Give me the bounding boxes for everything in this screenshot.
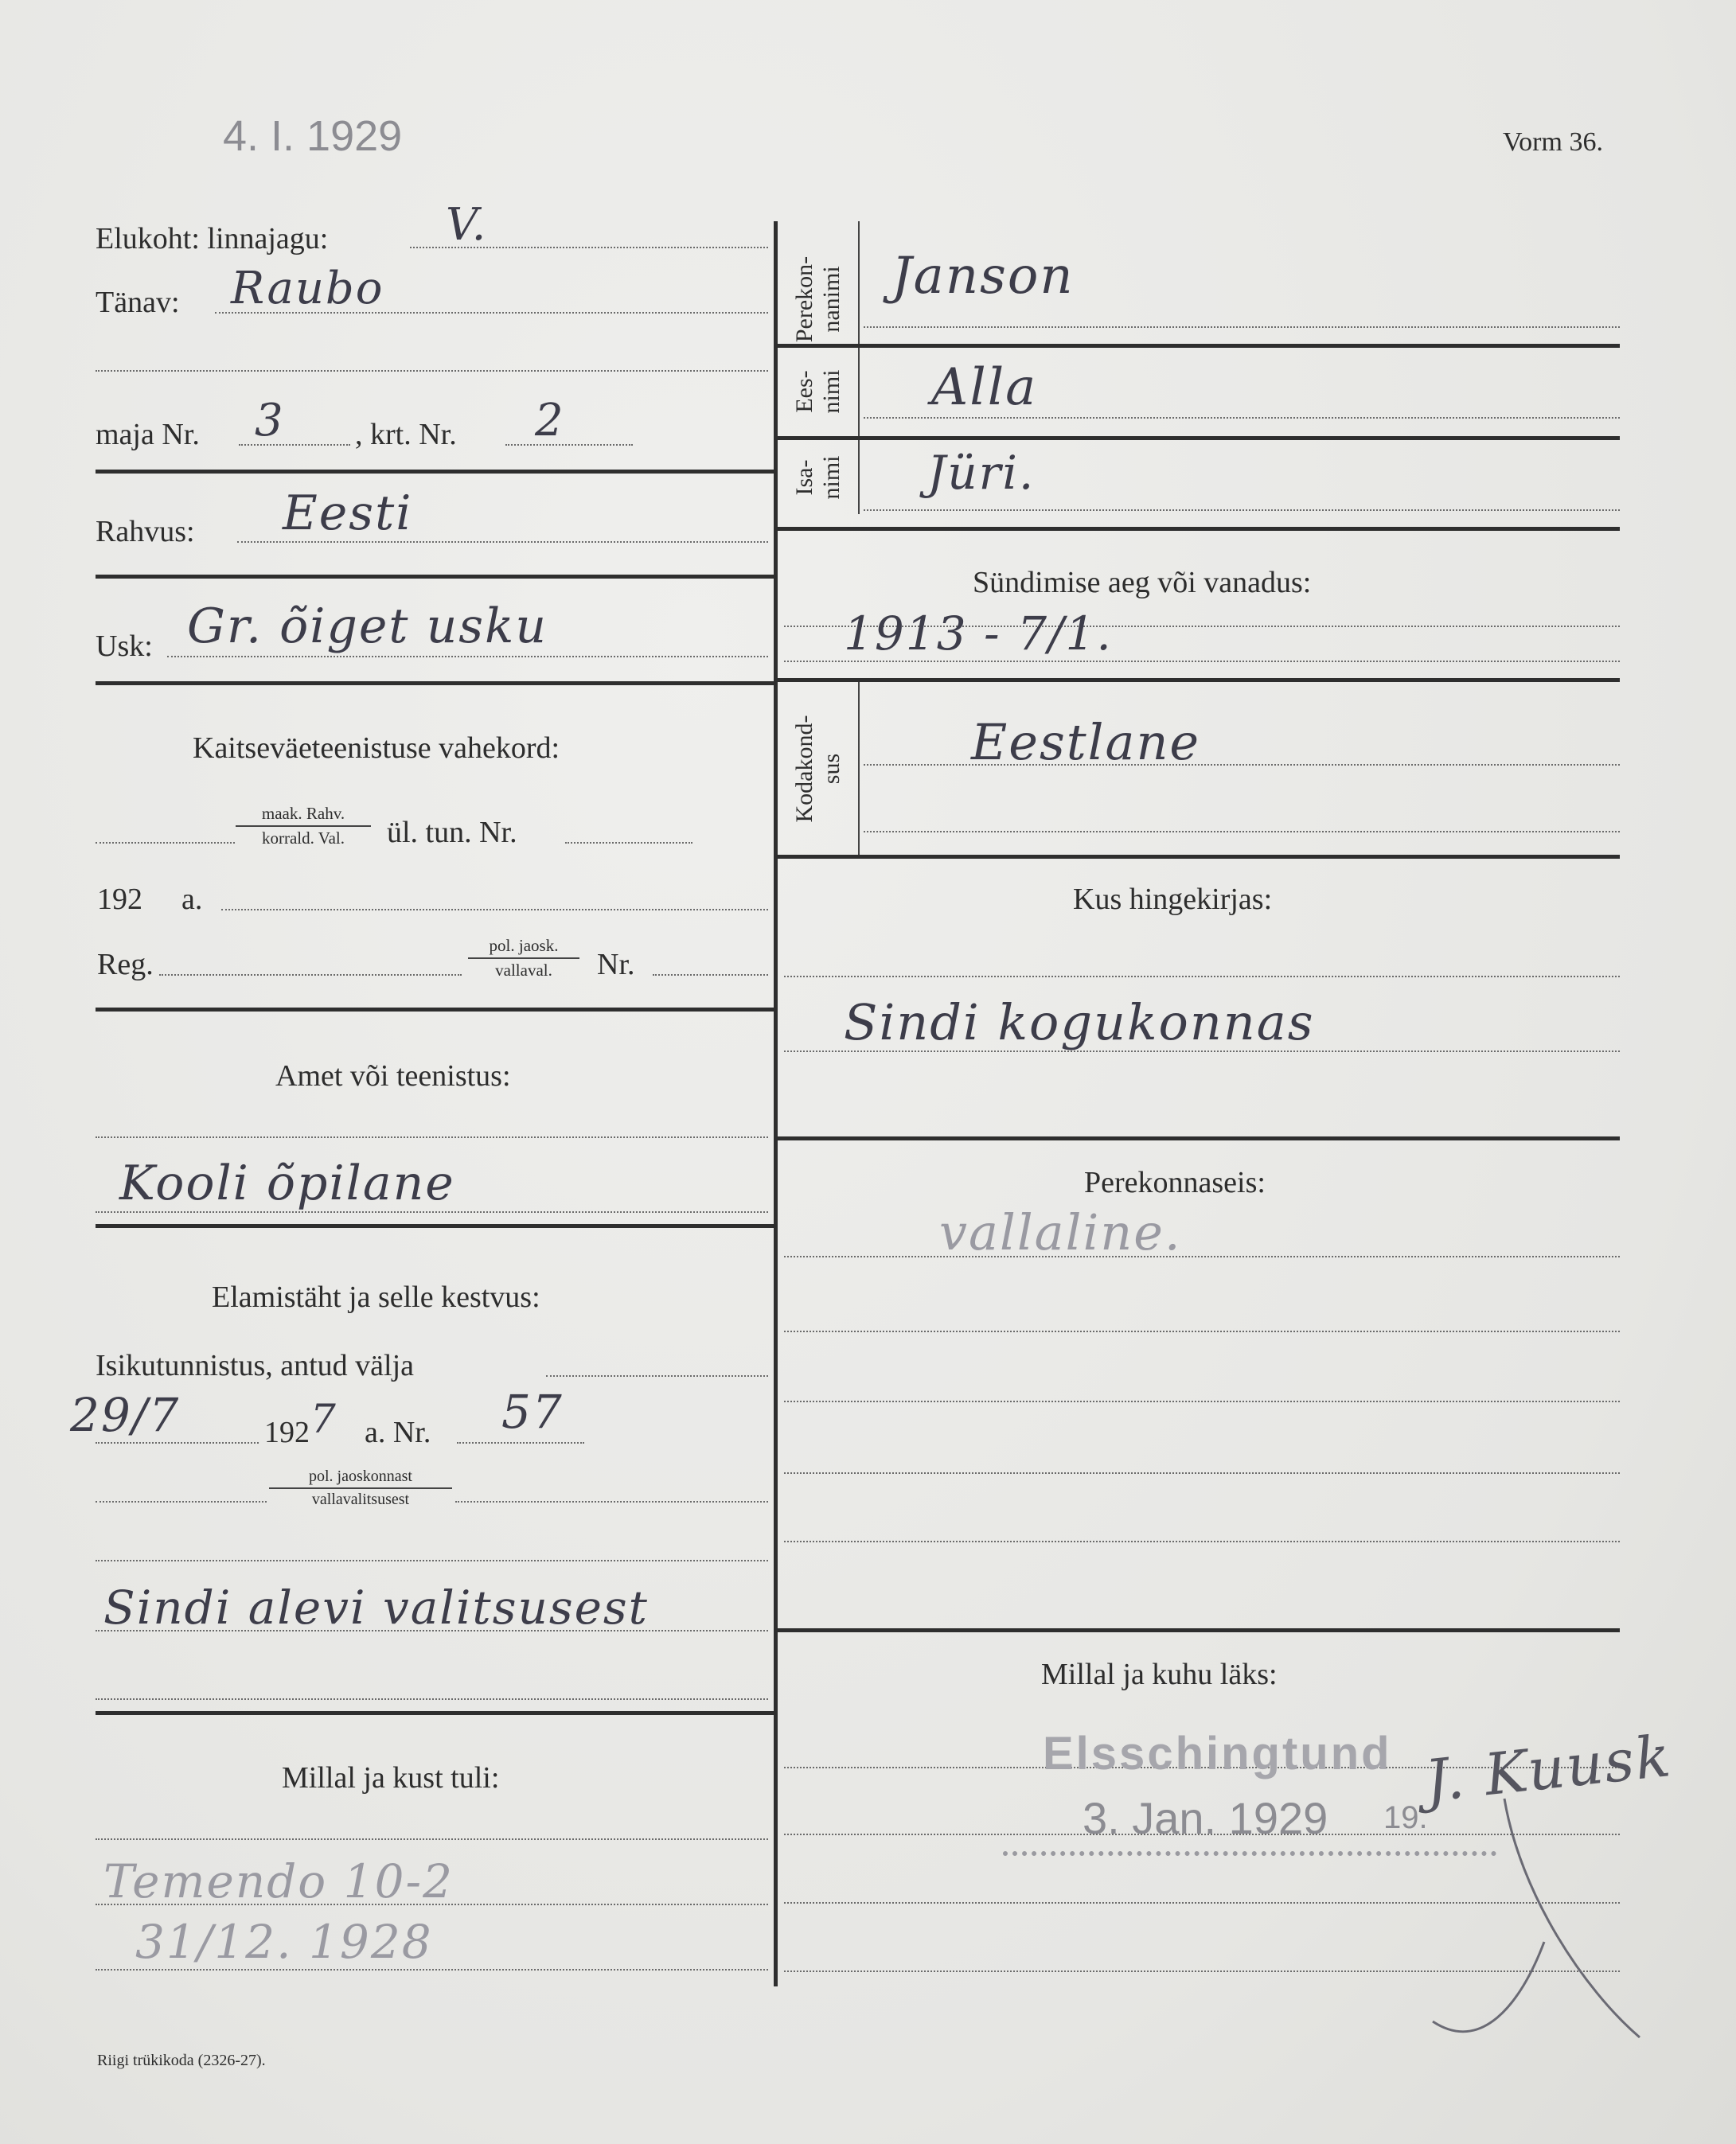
isikut-date: 29/7 bbox=[70, 1388, 181, 1442]
laks-title: Millal ja kuhu läks: bbox=[1041, 1658, 1278, 1691]
tuli-line1: Temendo 10-2 bbox=[103, 1854, 454, 1908]
date-stamp: 4. I. 1929 bbox=[223, 112, 403, 160]
eesnimi-value: Alla bbox=[931, 358, 1038, 417]
perekonnanimi-value: Janson bbox=[891, 247, 1075, 306]
synd-value: 1913 - 7/1. bbox=[844, 606, 1113, 661]
krt-label: , krt. Nr. bbox=[355, 418, 457, 451]
tuli-line2: 31/12. 1928 bbox=[135, 1915, 433, 1969]
rahvus-value: Eesti bbox=[283, 485, 413, 541]
isanimi-label: Isa- nimi bbox=[791, 455, 845, 500]
maja-value: 3 bbox=[255, 395, 285, 446]
kaitse-fraction: maak. Rahv. korrald. Val. bbox=[236, 804, 371, 848]
signature-flourish bbox=[1385, 1783, 1672, 2069]
isikut-label: Isikutunnistus, antud välja bbox=[96, 1349, 415, 1382]
hingekiri-title: Kus hingekirjas: bbox=[1073, 883, 1273, 916]
rahvus-label: Rahvus: bbox=[96, 515, 195, 548]
year-label: 192 bbox=[97, 883, 142, 916]
isanimi-value: Jüri. bbox=[927, 446, 1036, 500]
elukoht-value: V. bbox=[446, 199, 488, 251]
amet-title: Amet või teenistus: bbox=[275, 1059, 511, 1093]
tuli-title: Millal ja kust tuli: bbox=[282, 1761, 500, 1795]
laks-stamp-year: 19. bbox=[1383, 1800, 1428, 1835]
eesnimi-label: Ees- nimi bbox=[791, 369, 845, 414]
laks-signature: J. Kuusk bbox=[1422, 1721, 1676, 1815]
center-divider bbox=[774, 221, 778, 1986]
kaitse-tail: ül. tun. Nr. bbox=[387, 816, 517, 849]
year-suffix: a. bbox=[181, 883, 203, 916]
reg-label: Reg. bbox=[97, 948, 154, 981]
hingekiri-value: Sindi kogukonnas bbox=[844, 993, 1315, 1051]
isikut-year-prefix: 192 bbox=[264, 1416, 310, 1449]
perekonnaseis-value: vallaline. bbox=[939, 1203, 1182, 1261]
isikut-year-digit: 7 bbox=[310, 1396, 337, 1442]
laks-stamp-date: 3. Jan. 1929 bbox=[1083, 1793, 1328, 1843]
amet-value: Kooli õpilane bbox=[119, 1156, 455, 1211]
elukoht-label: Elukoht: linnajagu: bbox=[96, 222, 329, 255]
kodakondsus-value: Eestlane bbox=[971, 713, 1201, 771]
kaitse-title: Kaitseväeteenistuse vahekord: bbox=[193, 731, 560, 765]
synd-title: Sündimise aeg või vanadus: bbox=[973, 566, 1312, 599]
kodakondsus-label: Kodakond- sus bbox=[791, 715, 845, 823]
tanav-value: Raubo bbox=[231, 263, 384, 314]
isikut-issuer: Sindi alevi valitsusest bbox=[103, 1581, 649, 1635]
elamis-title: Elamistäht ja selle kestvus: bbox=[212, 1281, 540, 1314]
perekonnanimi-label: Perekon- nanimi bbox=[791, 255, 845, 343]
maja-label: maja Nr. bbox=[96, 418, 200, 451]
form-number: Vorm 36. bbox=[1503, 127, 1603, 157]
isikut-fraction: pol. jaoskonnast vallavalitsusest bbox=[269, 1468, 452, 1509]
laks-stamp-top: Elsschingtund bbox=[1043, 1728, 1392, 1780]
reg-fraction: pol. jaosk. vallaval. bbox=[468, 936, 579, 980]
isikut-nr-value: 57 bbox=[501, 1385, 564, 1439]
perekonnaseis-title: Perekonnaseis: bbox=[1084, 1166, 1266, 1199]
usk-label: Usk: bbox=[96, 630, 153, 663]
printer-imprint: Riigi trükikoda (2326-27). bbox=[97, 2052, 266, 2069]
isikut-nr-label: a. Nr. bbox=[365, 1416, 431, 1449]
usk-value: Gr. õiget usku bbox=[187, 598, 548, 654]
tanav-label: Tänav: bbox=[96, 286, 180, 319]
krt-value: 2 bbox=[535, 395, 565, 446]
reg-tail: Nr. bbox=[597, 948, 635, 981]
